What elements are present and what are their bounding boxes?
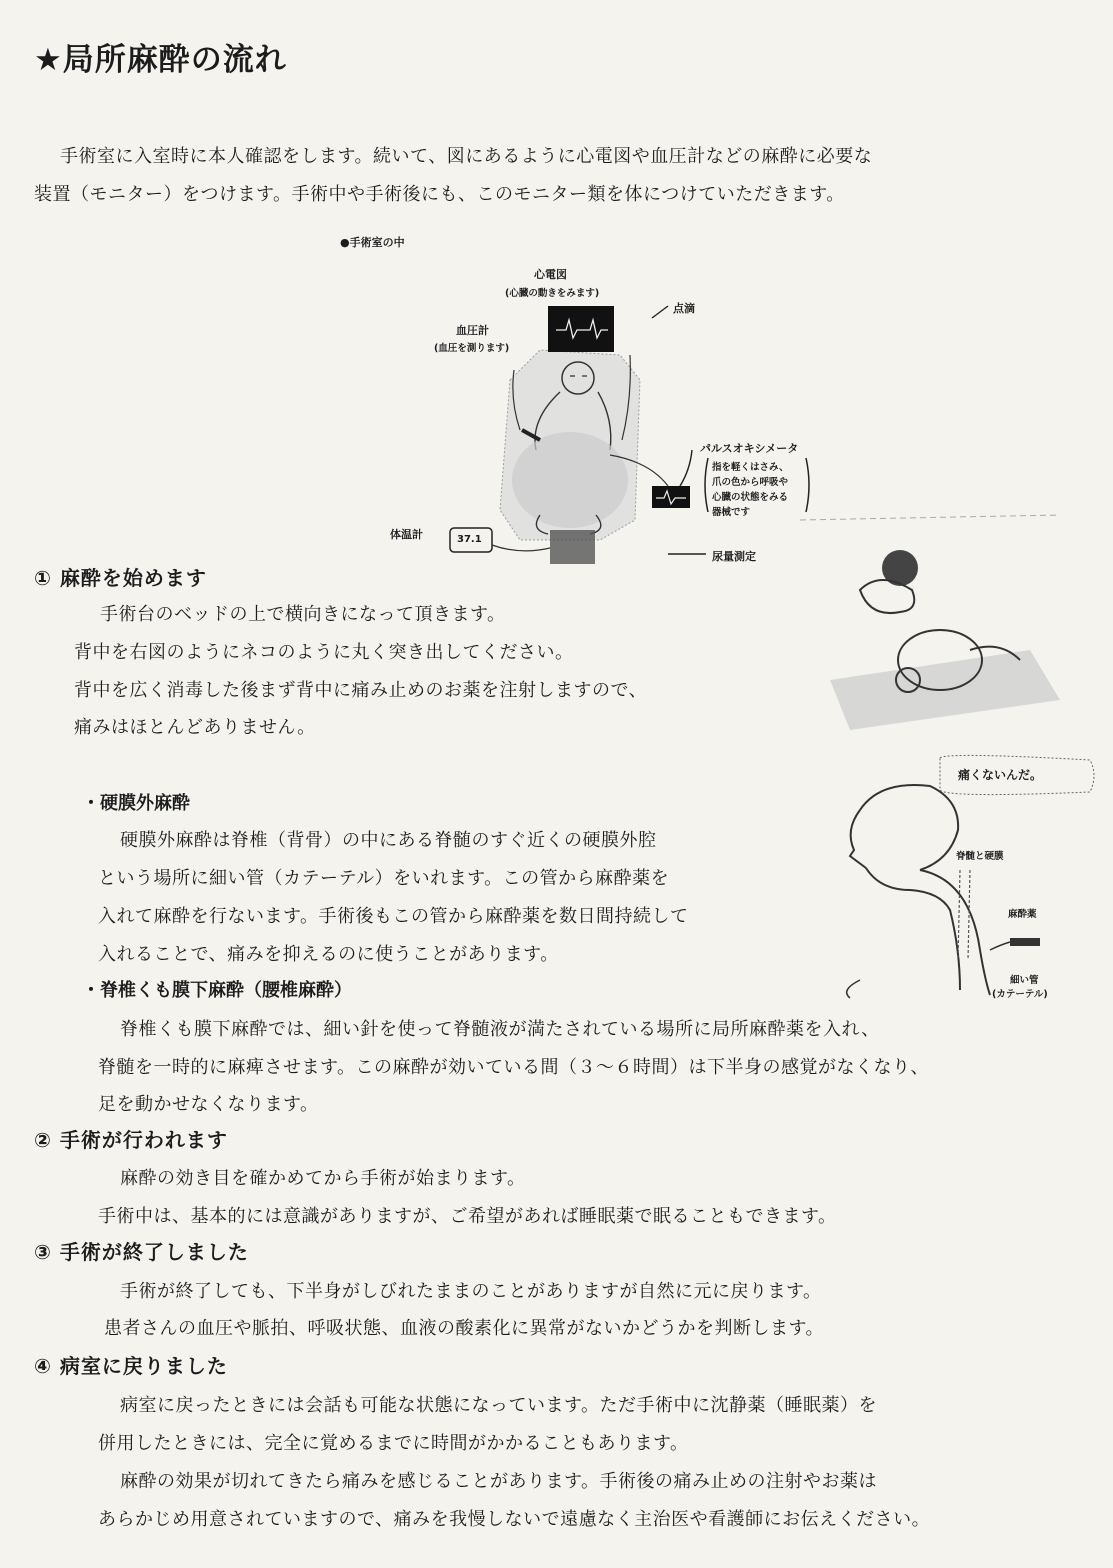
epidural-line-2: という場所に細い管（カテーテル）をいれます。この管から麻酔薬を <box>98 868 670 889</box>
section-4-line-4: あらかじめ用意されていますので、痛みを我慢しないで遠慮なく主治医や看護師にお伝えください。 <box>98 1509 931 1530</box>
drip-label: 点滴 <box>673 302 695 315</box>
bp-sublabel: (血圧を測ります) <box>434 343 510 354</box>
section-1-line-1: 手術台のベッドの上で横向きになって頂きます。 <box>100 604 506 625</box>
section-2-line-1: 麻酔の効き目を確かめてから手術が始まります。 <box>120 1168 526 1189</box>
section-2-heading: ② 手術が行われます <box>34 1128 228 1152</box>
epidural-line-4: 入れることで、痛みを抑えるのに使うことがあります。 <box>98 944 559 965</box>
section-3-heading: ③ 手術が終了しました <box>34 1240 249 1264</box>
section-3-line-2: 患者さんの血圧や脈拍、呼吸状態、血液の酸素化に異常がないかどうかを判断します。 <box>104 1318 825 1339</box>
section-1-line-2: 背中を右図のようにネコのように丸く突き出してください。 <box>74 642 574 663</box>
spinal-line-2: 脊髄を一時的に麻痺させます。この麻酔が効いている間（３～６時間）は下半身の感覚がなくなり、 <box>98 1057 930 1078</box>
operating-room-drawing <box>0 0 1113 600</box>
epidural-line-1: 硬膜外麻酔は脊椎（背骨）の中にある脊髄のすぐ近くの硬膜外腔 <box>120 830 657 851</box>
pulse-oximeter-label: パルスオキシメータ <box>700 442 799 455</box>
spine-label: 脊髄と硬膜 <box>956 851 1004 862</box>
thermometer-value: 37.1 <box>457 534 482 545</box>
epidural-heading: ・硬膜外麻酔 <box>82 793 190 814</box>
section-1-line-4: 痛みはほとんどありません。 <box>74 717 316 738</box>
section-4-line-3: 麻酔の効果が切れてきたら痛みを感じることがあります。手術後の痛み止めの注射やお薬は <box>120 1471 878 1492</box>
section-1-line-3: 背中を広く消毒した後まず背中に痛み止めのお薬を注射しますので、 <box>74 680 648 701</box>
bp-label: 血圧計 <box>456 324 489 337</box>
back-profile-illustration <box>840 750 1100 1010</box>
section-4-heading: ④ 病室に戻りました <box>34 1354 228 1378</box>
pulse-oximeter-note: 指を軽くはさみ、 爪の色から呼吸や 心臓の状態をみる 器械です <box>712 462 789 518</box>
page-title: ★局所麻酔の流れ <box>34 42 287 78</box>
spinal-line-1: 脊椎くも膜下麻酔では、細い針を使って脊髄液が満たされている場所に局所麻酔薬を入れ、 <box>120 1019 880 1040</box>
ecg-label: 心電図 <box>534 268 567 281</box>
spinal-heading: ・脊椎くも膜下麻酔（腰椎麻酔） <box>82 980 352 1001</box>
section-3-line-1: 手術が終了しても、下半身がしびれたままのことがありますが自然に元に戻ります。 <box>120 1281 822 1302</box>
section-4-line-1: 病室に戻ったときには会話も可能な状態になっています。ただ手術中に沈静薬（睡眠薬）を <box>120 1395 878 1416</box>
spinal-line-3: 足を動かせなくなります。 <box>98 1094 319 1115</box>
section-1-heading: ① 麻酔を始めます <box>34 566 207 590</box>
speech-bubble-text: 痛くないんだ。 <box>958 768 1043 782</box>
tube-sublabel: (カテーテル) <box>992 989 1048 1000</box>
figure-caption: ●手術室の中 <box>340 236 405 249</box>
thermometer-label: 体温計 <box>390 528 423 541</box>
section-4-line-2: 併用したときには、完全に覚めるまでに時間がかかることもあります。 <box>98 1433 689 1454</box>
urine-label: 尿量測定 <box>712 550 756 563</box>
side-lying-patient-illustration <box>820 540 1080 740</box>
intro-line-1: 手術室に入室時に本人確認をします。続いて、図にあるように心電図や血圧計などの麻酔に必要な <box>60 146 873 167</box>
ecg-sublabel: (心臓の動きをみます) <box>505 288 600 299</box>
epidural-line-3: 入れて麻酔を行ないます。手術後もこの管から麻酔薬を数日間持続して <box>98 906 689 927</box>
intro-line-2: 装置（モニター）をつけます。手術中や手術後にも、このモニター類を体につけていただきます。 <box>34 184 845 205</box>
drug-label: 麻酔薬 <box>1008 909 1037 920</box>
section-2-line-2: 手術中は、基本的には意識がありますが、ご希望があれば睡眠薬で眠ることもできます。 <box>98 1206 837 1227</box>
tube-label: 細い管 <box>1010 975 1039 986</box>
